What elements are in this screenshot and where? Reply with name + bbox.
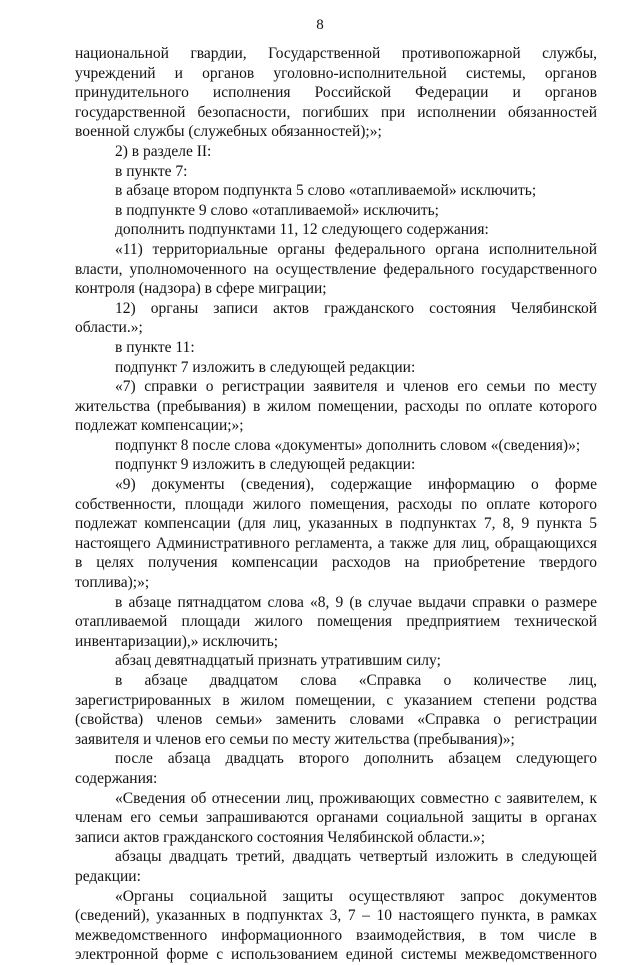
paragraph: подпункт 7 изложить в следующей редакции: [115,358,416,376]
paragraph: дополнить подпунктами 11, 12 следующего содержания: [115,221,489,239]
paragraph: 2) в разделе II: [115,142,212,160]
paragraph: в подпункте 9 слово «отапливаемой» исключить; [115,201,439,219]
paragraph: «9) документы (сведения), содержащие информацию о форме собственности, площади жилого помещения, расходы по оплате которого подлежат компенсации (для лиц, указанных в подпунктах 7, 8, 9 пункта 5 настоящего Административного регламента, а также для лиц, обращающихся в целях получения компенсации расходов на приобретение твердого топлива);»; [75,476,597,592]
paragraph: «Сведения об отнесении лиц, проживающих совместно с заявителем, к членам его семьи запрашиваются органами социальной защиты в органах записи актов гражданского состояния Челябинской области.»; [75,789,597,846]
paragraph: «7) справки о регистрации заявителя и членов его семьи по месту жительства (пребывания) в жилом помещении, расходы по оплате которого подлежат компенсации;»; [75,378,597,435]
paragraph: в пункте 7: [115,162,188,180]
paragraph: в абзаце пятнадцатом слова «8, 9 (в случае выдачи справки о размере отапливаемой площади жилого помещения предприятием технической инвентаризации),» исключить; [75,593,597,650]
page-number: 8 [316,17,324,33]
paragraph: абзацы двадцать третий, двадцать четвертый изложить в следующей редакции: [75,848,597,885]
paragraph: в абзаце двадцатом слова «Справка о количестве лиц, зарегистрированных в жилом помещении, с указанием степени родства (свойства) членов семьи» заменить словами «Справка о регистрации заявителя и членов его семьи по месту жительства (пребывания)»; [75,672,597,748]
paragraph: подпункт 8 после слова «документы» дополнить словом «(сведения)»; [115,436,581,454]
paragraph: «11) территориальные органы федерального органа исполнительной власти, уполномоченного на осуществление федерального государственного контроля (надзора) в сфере миграции; [75,240,597,298]
document-body [75,44,597,965]
paragraph: национальной гвардии, Государственной противопожарной службы, учреждений и органов уголовно-исполнительной системы, органов принудительного исполнения Российской Федерации и органов государственной безопасности, погибших при исполнении обязанностей военной службы (служебных обязанностей);»; [75,45,597,141]
paragraph: после абзаца двадцать второго дополнить абзацем следующего содержания: [75,750,597,787]
paragraph: подпункт 9 изложить в следующей редакции: [115,456,416,474]
paragraph: абзац девятнадцатый признать утратившим силу; [115,652,441,670]
paragraph: 12) органы записи актов гражданского состояния Челябинской области.»; [75,299,597,337]
paragraph: в абзаце втором подпункта 5 слово «отапливаемой» исключить; [115,182,537,200]
paragraph: «Органы социальной защиты осуществляют запрос документов (сведений), указанных в подпунктах 3, 7 – 10 настоящего пункта, в рамках межведомственного информационного взаимодействия, в том числе в электронной форме с использованием единой системы межведомственного [75,887,597,964]
paragraph: в пункте 11: [115,338,195,356]
